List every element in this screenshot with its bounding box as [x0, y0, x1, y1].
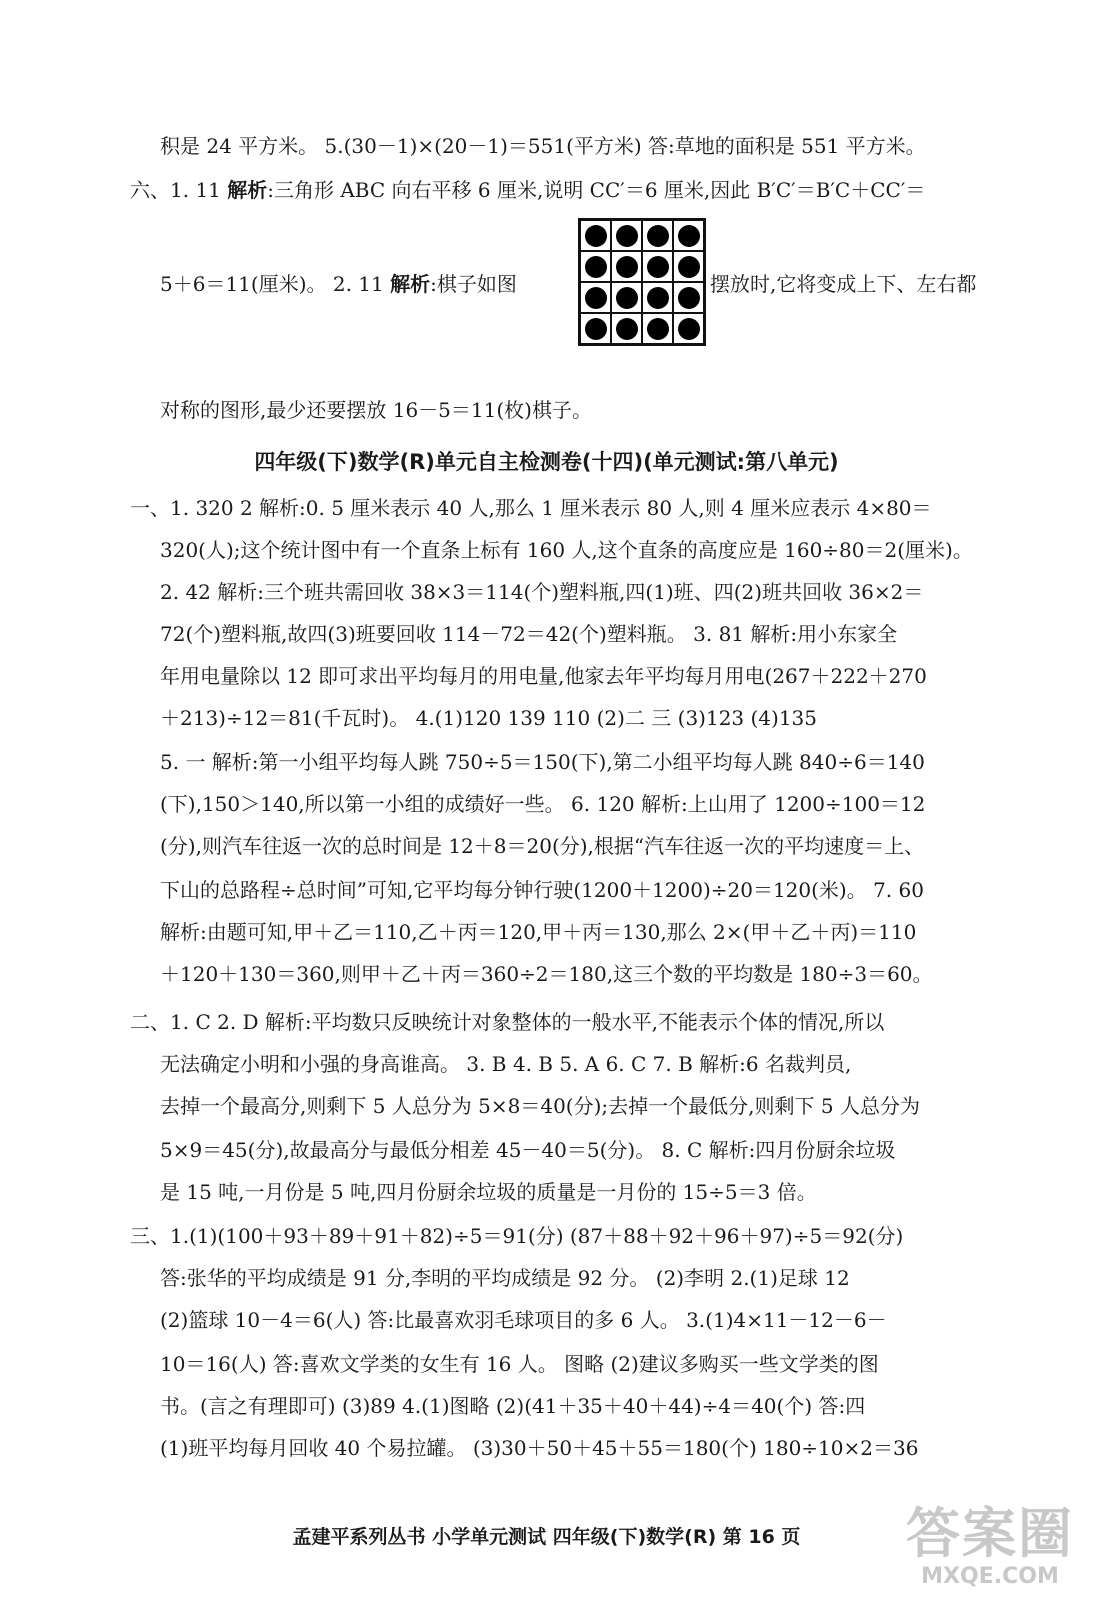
line-3-text: :棋子如图	[430, 272, 517, 296]
line-14: 下山的总路程÷总时间”可知,它平均每分钟行驶(1200＋1200)÷20＝120(米)。 7. 60	[160, 878, 924, 902]
watermark-main: 答案圈	[906, 1502, 1074, 1565]
section-heading: 四年级(下)数学(R)单元自主检测卷(十四)(单元测试:第八单元)	[254, 450, 839, 474]
grid-cell	[642, 313, 673, 344]
line-22: 三、1.(1)(100＋93＋89＋91＋82)÷5＝91(分) (87＋88＋92＋96＋97)÷5＝92(分)	[130, 1224, 904, 1248]
line-25: 10＝16(人) 答:喜欢文学类的女生有 16 人。 图略 (2)建议多购买一些文学类的图	[160, 1352, 879, 1376]
line-19: 去掉一个最高分,则剩下 5 人总分为 5×8＝40(分);去掉一个最低分,则剩下 5 人总分为	[160, 1094, 920, 1118]
line-3-prefix: 5＋6＝11(厘米)。 2. 11	[160, 272, 391, 296]
chess-piece-icon	[616, 225, 638, 247]
watermark-site: MXQE.COM	[921, 1564, 1059, 1589]
grid-cell	[580, 251, 611, 282]
grid-cell	[673, 251, 704, 282]
chess-piece-icon	[678, 287, 700, 309]
chess-piece-icon	[616, 287, 638, 309]
grid-cell	[611, 313, 642, 344]
chess-grid-figure	[578, 218, 706, 346]
line-2-text: :三角形 ABC 向右平移 6 厘米,说明 CC′＝6 厘米,因此 B′C′＝B′C＋CC′＝	[267, 178, 926, 202]
line-3-continued: 摆放时,它将变成上下、左右都	[710, 272, 977, 296]
page-footer: 孟建平系列丛书 小学单元测试 四年级(下)数学(R) 第 16 页	[292, 1526, 801, 1548]
line-10: ＋213)÷12＝81(千瓦时)。 4.(1)120 139 110 (2)二 三 (3)123 (4)135	[160, 706, 818, 730]
grid-cell	[642, 220, 673, 251]
line-13: (分),则汽车往返一次的总时间是 12＋8＝20(分),根据“汽车往返一次的平均速度＝上、	[160, 834, 925, 858]
line-2-label: 解析	[227, 178, 268, 202]
grid-cell	[673, 313, 704, 344]
grid-cell	[642, 282, 673, 313]
line-15: 解析:由题可知,甲＋乙＝110,乙＋丙＝120,甲＋丙＝130,那么 2×(甲＋乙＋丙)＝110	[160, 920, 917, 944]
line-11: 5. 一 解析:第一小组平均每人跳 750÷5＝150(下),第二小组平均每人跳 840÷6＝140	[160, 750, 925, 774]
grid-cell	[580, 282, 611, 313]
grid-cell	[611, 282, 642, 313]
chess-piece-icon	[616, 318, 638, 340]
line-20: 5×9＝45(分),故最高分与最低分相差 45－40＝5(分)。 8. C 解析:四月份厨余垃圾	[160, 1138, 896, 1162]
line-7: 2. 42 解析:三个班共需回收 38×3＝114(个)塑料瓶,四(1)班、四(2)班共回收 36×2＝	[160, 580, 924, 604]
line-17: 二、1. C 2. D 解析:平均数只反映统计对象整体的一般水平,不能表示个体的情况,所以	[130, 1010, 885, 1034]
line-12: (下),150＞140,所以第一小组的成绩好一些。 6. 120 解析:上山用了 1200÷100＝12	[160, 792, 926, 816]
grid-cell	[673, 220, 704, 251]
line-6: 320(人);这个统计图中有一个直条上标有 160 人,这个直条的高度应是 160÷80＝2(厘米)。	[160, 538, 973, 562]
grid-cell	[580, 313, 611, 344]
chess-piece-icon	[647, 256, 669, 278]
line-4: 对称的图形,最少还要摆放 16－5＝11(枚)棋子。	[160, 398, 592, 422]
line-24: (2)篮球 10－4＝6(人) 答:比最喜欢羽毛球项目的多 6 人。 3.(1)4×11－12－6－	[160, 1308, 887, 1332]
chess-piece-icon	[678, 318, 700, 340]
line-21: 是 15 吨,一月份是 5 吨,四月份厨余垃圾的质量是一月份的 15÷5＝3 倍。	[160, 1180, 817, 1204]
line-2-prefix: 六、1. 11	[130, 178, 228, 202]
line-9: 年用电量除以 12 即可求出平均每月的用电量,他家去年平均每月用电(267＋222＋270	[160, 664, 927, 688]
watermark	[905, 1504, 1075, 1594]
line-5: 一、1. 320 2 解析:0. 5 厘米表示 40 人,那么 1 厘米表示 80 人,则 4 厘米应表示 4×80＝	[130, 496, 932, 520]
chess-piece-icon	[678, 225, 700, 247]
line-8: 72(个)塑料瓶,故四(3)班要回收 114－72＝42(个)塑料瓶。 3. 81 解析:用小东家全	[160, 622, 898, 646]
chess-piece-icon	[647, 225, 669, 247]
line-23: 答:张华的平均成绩是 91 分,李明的平均成绩是 92 分。 (2)李明 2.(1)足球 12	[160, 1266, 850, 1290]
line-2	[130, 176, 970, 204]
line-27: (1)班平均每月回收 40 个易拉罐。 (3)30＋50＋45＋55＝180(个) 180÷10×2＝36	[160, 1436, 919, 1460]
chess-piece-icon	[585, 318, 607, 340]
chess-piece-icon	[647, 287, 669, 309]
line-16: ＋120＋130＝360,则甲＋乙＋丙＝360÷2＝180,这三个数的平均数是 180÷3＝60。	[160, 962, 933, 986]
grid-cell	[611, 251, 642, 282]
line-26: 书。(言之有理即可) (3)89 4.(1)图略 (2)(41＋35＋40＋44)÷4＝40(个) 答:四	[160, 1394, 866, 1418]
line-18: 无法确定小明和小强的身高谁高。 3. B 4. B 5. A 6. C 7. B 解析:6 名裁判员,	[160, 1052, 852, 1076]
chess-piece-icon	[585, 225, 607, 247]
line-1: 积是 24 平方米。 5.(30－1)×(20－1)＝551(平方米) 答:草地的面积是 551 平方米。	[160, 134, 926, 158]
chess-piece-icon	[585, 287, 607, 309]
chess-piece-icon	[647, 318, 669, 340]
grid-cell	[611, 220, 642, 251]
grid-cell	[580, 220, 611, 251]
chess-piece-icon	[678, 256, 700, 278]
chess-piece-icon	[585, 256, 607, 278]
grid-cell	[673, 282, 704, 313]
chess-piece-icon	[616, 256, 638, 278]
line-3-label: 解析	[390, 272, 431, 296]
grid-cell	[642, 251, 673, 282]
